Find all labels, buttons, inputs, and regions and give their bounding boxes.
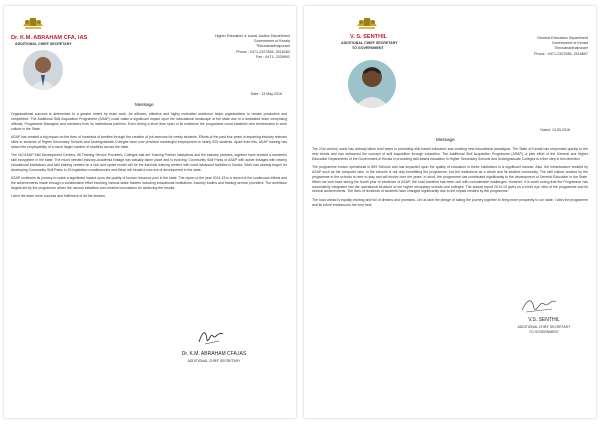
body-paragraph: ASAP continues its journey to make a significant impact upon the quality of human resource pool in the state. The report of the year 2014-15 is a record of the continuous efforts and the achievements made through a collaborative effort involving various stake holders including educational institutions, industry bodies and training service providers. The ambitious targets set by the programme drives the various initiatives and creative innovations for achieving the results. xyxy=(11,176,287,190)
body-paragraph: The 110 ASAP Skill Development Centers, 56 Training Service Providers, Colleges that are Training Partner institutions and the industry partners, together have created a wonderful skill ecosystem in the state. The much needed Industry-Academia linkage has actually taken place and is evolving. Community Skill Parks of ASAP with active linkages with nearby educational institutions and skill training centers on a hub and spoke model will be the futuristic training centers with most advanced facilities in Kerala. Work has already begun for developing Community Skill Parks in 15 legislative constituencies and these will herald a new era of development in the state. xyxy=(11,153,287,172)
author-role: ADDITIONAL CHIEF SECRETARY xyxy=(341,41,398,45)
message-date: Dated: 13.05.2016 xyxy=(540,128,570,132)
message-heading: Message xyxy=(436,137,455,142)
author-role-line2: TO GOVERNMENT xyxy=(352,46,384,50)
address-line: Thiruvananthapuram xyxy=(553,46,588,51)
message-body xyxy=(312,147,588,211)
address-line: Thiruvananthapuram xyxy=(255,44,290,49)
address-line: Fax : 0471- 2328901 xyxy=(255,54,290,59)
address-line: Phone : 0471-2327584, 2518282 xyxy=(236,49,290,54)
signatory-name: V.S. SENTHIL xyxy=(528,317,560,323)
left-message-page xyxy=(4,6,296,418)
body-paragraph: ASAP has created a big impact on the lives of hundreds of families through the creation of job avenues for needy students. Efforts of the past four years in imparting industry relevant skills to students of Higher Secondary Schools and Undergraduate Colleges have now provided meaningful employment to nearly 925 students. Apart from this, ASAP training has raised the employability of a much larger number of students across the state. xyxy=(11,134,287,149)
address-line: General Education Department xyxy=(537,36,588,40)
body-paragraph: Organisational success is determined to a greater extent by team work. An efficient, effective and highly motivated workforce helps organisations to remain productive and competitive. The Additional Skill Acquisition Programme (ASAP) could make a significant impact upon the educational landscape of the state due to a dedicated team comprising officials, Programme Managers and members from its institutional partners. Even during a short time span of its existence the programme could establish new benchmarks in work culture in the State. xyxy=(11,112,287,131)
signatory-name: Dr. K.M. ABRAHAM CFA,IAS xyxy=(181,351,247,357)
signatory-role-line2: TO GOVERNMENT xyxy=(529,330,559,334)
kerala-emblem-icon xyxy=(21,12,45,32)
address-line: Phone : 0471-2327586, 2518897 xyxy=(534,51,588,56)
signatory-role: ADDITIONAL CHIEF SECRETARY xyxy=(517,325,571,329)
kerala-emblem-icon xyxy=(355,12,379,32)
department-address xyxy=(458,36,588,57)
body-paragraph: The programme known operational in 809 Schools and has impacted upon the quality of education in these institutions in a significant manner. Also, the infrastructure created by ASAP such as the computer labs, in the schools is not only benefitting the programme, but the institutions as a whole and its student community. The skill culture created by the programme in the schools is here to stay and will evolve over the years. In short, the programme has contributed significantly to the development of General Education in the State. When we look back during the fourth year of existence of ASAP, the road travelled has been one with considerable challenges. However, it is worth noting that the Programme has successfully integrated into the operational structure of our higher secondary schools and colleges. The annual report 2014-15 gives us a bird's eye view of the programme and its several achievements. The lives of hundreds of students have changed significantly due to the impact created by the programme. xyxy=(312,165,588,194)
author-name: Dr. K.M. ABRAHAM CFA, IAS xyxy=(11,35,88,41)
signatory-role: ADDITIONAL CHIEF SECRETARY xyxy=(187,359,241,363)
author-name: V. S. SENTHIL xyxy=(350,34,388,40)
message-date: Date : 13 May 2016 xyxy=(250,92,282,96)
body-paragraph: The 21st century world has already taken bold steps in promoting skill based education and creating new educational paradigms. The State of Kerala has responded quickly to the new trends and has embraced the concept of skill acquisition through education. The Additional Skill Acquisition Programme (ASAP), a joint effort of the General and Higher Education Departments of the Government of Kerala in promoting skill-based education in Higher Secondary Schools and Undergraduate Colleges is a firm step in this direction. xyxy=(312,147,588,161)
address-line: Government of Kerala xyxy=(551,41,588,46)
author-photo xyxy=(348,60,396,108)
body-paragraph: I wish the team more success and fulfillment of all the dreams. xyxy=(11,194,106,199)
body-paragraph: The road ahead is equally exciting and full of dreams and promises. Let us take the pledge of taking the journey together to bring more prosperity to our state. I wish the programme and its future endeavours the very best. xyxy=(312,197,588,207)
signature-image xyxy=(520,294,558,316)
address-line: Higher Education & social Justice Department xyxy=(214,34,290,38)
department-address xyxy=(140,34,290,60)
signature-image xyxy=(197,328,225,346)
address-line: Government of Kerala xyxy=(253,39,290,44)
author-role: ADDITIONAL CHIEF SECRETARY xyxy=(15,42,72,46)
message-heading: Message xyxy=(135,102,154,107)
right-message-page xyxy=(304,6,596,418)
author-photo xyxy=(23,50,63,90)
message-body xyxy=(11,112,287,203)
